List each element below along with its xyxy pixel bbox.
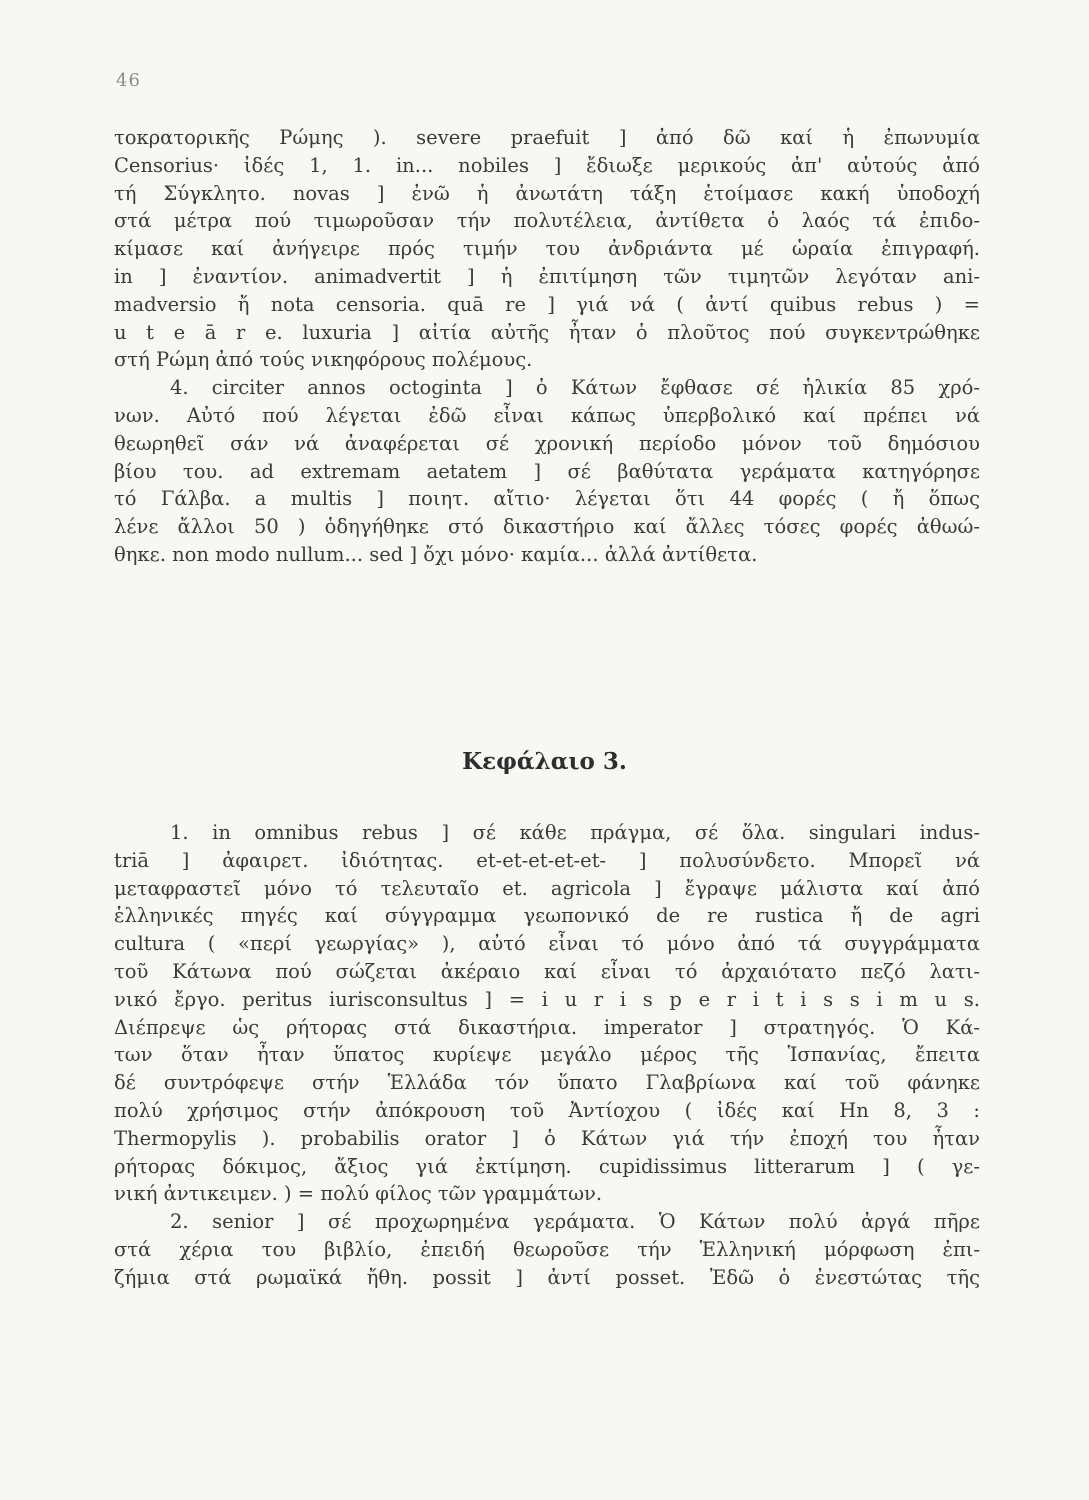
paragraph-start-line: 1. in omnibus rebus ] σέ κάθε πράγμα, σέ ὅλα. singulari indus-: [170, 821, 980, 844]
text-line: madversio ἤ nota censoria. quā re ] γιά νά ( ἀντί quibus rebus ) =: [114, 292, 980, 316]
text-line: νικό ἔργο. peritus iurisconsultus ] = i u r i s p e r i t i s s i m u s.: [114, 987, 980, 1011]
text-line: μεταφραστεῖ μόνο τό τελευταῖο et. agricola ] ἔγραψε μάλιστα καί ἀπό: [114, 876, 980, 900]
text-line: κίμασε καί ἀνήγειρε πρός τιμήν του ἀνδριάντα μέ ὡραία ἐπιγραφή.: [114, 237, 980, 261]
text-line: Censorius· ἰδές 1, 1. in... nobiles ] ἔδιωξε μερικούς ἀπ' αὐτούς ἀπό: [114, 153, 980, 177]
text-line: πολύ χρήσιμος στήν ἀπόκρουση τοῦ Ἀντίοχου ( ἰδές καί Ηn 8, 3 :: [114, 1098, 980, 1122]
paragraph-start-line: 2. senior ] σέ προχωρημένα γεράματα. Ὁ Κάτων πολύ ἀργά πῆρε: [170, 1210, 980, 1234]
text-line: u t e ā r e. luxuria ] αἰτία αὐτῆς ἦταν ὁ πλοῦτος πού συγκεντρώθηκε: [114, 320, 980, 344]
text-line: νική ἀντικειμεν. ) = πολύ φίλος τῶν γραμμάτων.: [114, 1182, 603, 1206]
text-line: βίου του. ad extremam aetatem ] σέ βαθύτατα γεράματα κατηγόρησε: [114, 459, 980, 483]
text-line: νων. Αὐτό πού λέγεται ἐδῶ εἶναι κάπως ὑπερβολικό καί πρέπει νά: [114, 403, 980, 427]
page-number: 46: [116, 70, 141, 91]
text-line: θεωρηθεῖ σάν νά ἀναφέρεται σέ χρονική περίοδο μόνον τοῦ δημόσιου: [114, 431, 980, 455]
commentary-section-top: [114, 124, 980, 569]
text-line: στά μέτρα πού τιμωροῦσαν τήν πολυτέλεια, ἀντίθετα ὁ λαός τά ἐπιδο-: [114, 209, 980, 233]
text-line: τοῦ Κάτωνα πού σώζεται ἀκέραιο καί εἶναι τό ἀρχαιότατο πεζό λατι-: [114, 959, 980, 983]
text-line: τοκρατορικῆς Ρώμης ). severe praefuit ] ἀπό δῶ καί ἡ ἐπωνυμία: [114, 126, 980, 149]
text-line: λένε ἄλλοι 50 ) ὁδηγήθηκε στό δικαστήριο καί ἄλλες τόσες φορές ἀθωώ-: [114, 515, 980, 539]
text-line: τή Σύγκλητο. novas ] ἐνῶ ἡ ἀνωτάτη τάξη ἑτοίμασε κακή ὑποδοχή: [114, 181, 980, 205]
text-line: triā ] ἀφαιρετ. ἰδιότητας. et-et-et-et-et- ] πολυσύνδετο. Μπορεῖ νά: [114, 848, 980, 872]
chapter-heading: Κεφάλαιο 3.: [462, 748, 627, 775]
text-line: των ὅταν ἦταν ὕπατος κυρίεψε μεγάλο μέρος τῆς Ἱσπανίας, ἔπειτα: [114, 1043, 980, 1067]
text-line: Thermopylis ). probabilis orator ] ὁ Κάτων γιά τήν ἐποχή του ἦταν: [114, 1126, 980, 1150]
text-line: ἑλληνικές πηγές καί σύγγραμμα γεωπονικό de re rustica ἤ de agri: [114, 904, 980, 928]
text-line: στή Ρώμη ἀπό τούς νικηφόρους πολέμους.: [114, 348, 533, 372]
text-line: Διέπρεψε ὡς ρήτορας στά δικαστήρια. imperator ] στρατηγός. Ὁ Κά-: [114, 1015, 980, 1039]
text-line: ρήτορας δόκιμος, ἄξιος γιά ἐκτίμηση. cupidissimus litterarum ] ( γε-: [114, 1154, 980, 1178]
text-line: cultura ( «περί γεωργίας» ), αὐτό εἶναι τό μόνο ἀπό τά συγγράμματα: [114, 932, 980, 956]
text-line: τό Γάλβα. a multis ] ποιητ. αἴτιο· λέγεται ὅτι 44 φορές ( ἤ ὅπως: [114, 487, 980, 511]
text-line: στά χέρια του βιβλίο, ἐπειδή θεωροῦσε τήν Ἑλληνική μόρφωση ἐπι-: [114, 1237, 980, 1261]
commentary-section-bottom: [114, 819, 980, 1292]
text-line: δέ συντρόφεψε στήν Ἑλλάδα τόν ὕπατο Γλαβρίωνα καί τοῦ φάνηκε: [114, 1071, 980, 1095]
text-line: θηκε. non modo nullum... sed ] ὄχι μόνο· καμία... ἀλλά ἀντίθετα.: [114, 542, 758, 566]
text-line: in ] ἐναντίον. animadvertit ] ἡ ἐπιτίμηση τῶν τιμητῶν λεγόταν ani-: [114, 264, 980, 288]
paragraph-start-line: 4. circiter annos octoginta ] ὁ Κάτων ἔφθασε σέ ἡλικία 85 χρό-: [170, 376, 980, 400]
text-line: ζήμια στά ρωμαϊκά ἤθη. possit ] ἀντί posset. Ἐδῶ ὁ ἐνεστώτας τῆς: [114, 1265, 980, 1289]
